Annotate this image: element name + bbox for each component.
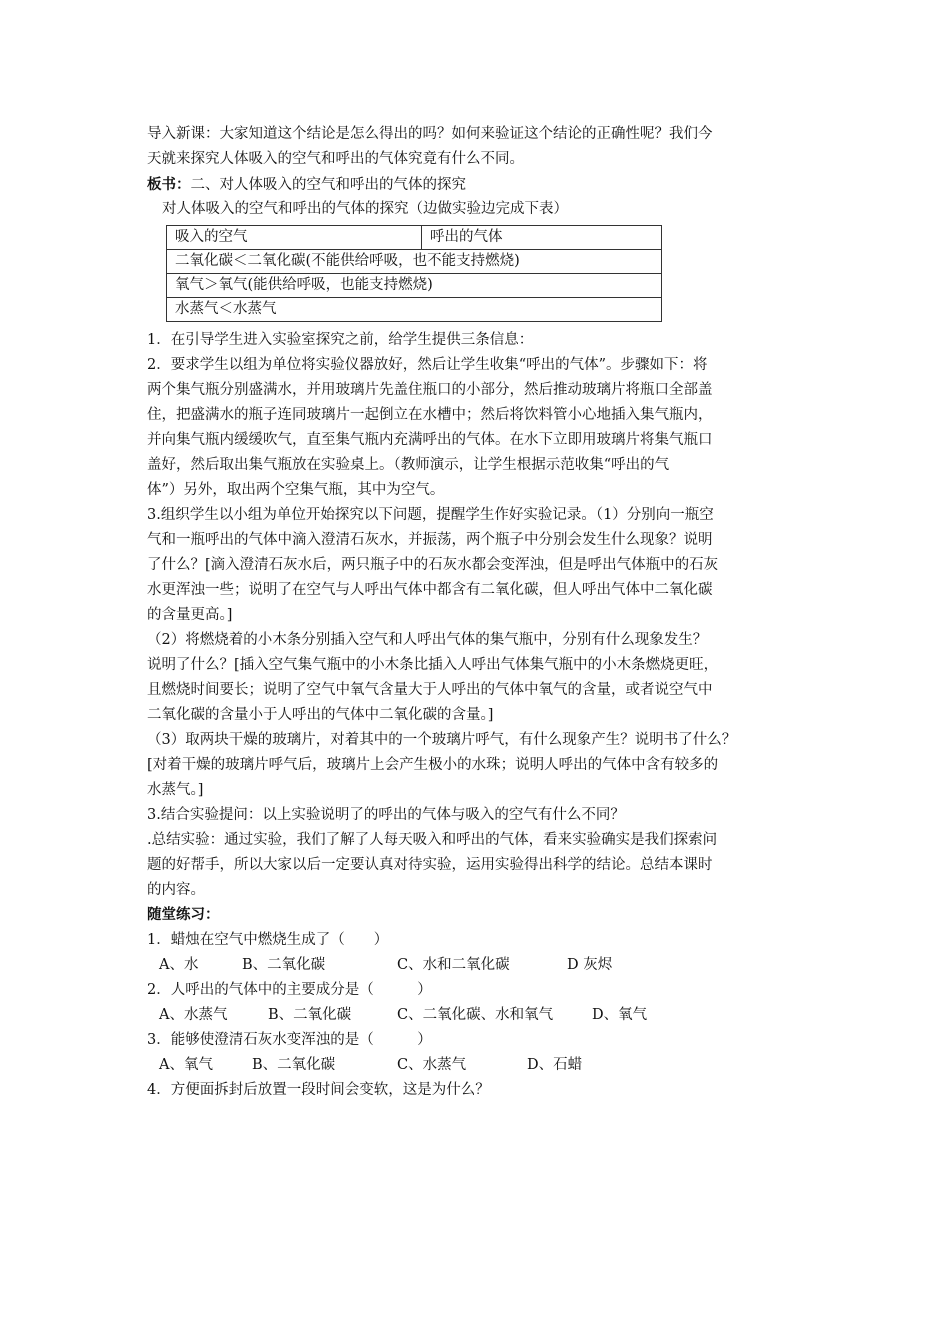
paragraph-line: 了什么？[滴入澄清石灰水后，两只瓶子中的石灰水都会变浑浊，但是呼出气体瓶中的石灰 — [147, 557, 719, 573]
paragraph-line: 水更浑浊一些；说明了在空气与人呼出气体中都含有二氧化碳，但人呼出气体中二氧化碳 — [147, 582, 713, 598]
paragraph-line: .总结实验：通过实验，我们了解了人每天吸入和呼出的气体，看来实验确实是我们探索问 — [147, 832, 718, 848]
practice-heading: 随堂练习： — [147, 906, 220, 923]
paragraph-line: 2．要求学生以组为单位将实验仪器放好，然后让学生收集“呼出的气体”。步骤如下：将 — [147, 357, 708, 373]
option-b: B、二氧化碳 — [268, 1007, 352, 1023]
paragraph-line: 题的好帮手，所以大家以后一定要认真对待实验，运用实验得出科学的结论。总结本课时 — [147, 857, 713, 873]
question-4: 4．方便面拆封后放置一段时间会变软，这是为什么？ — [147, 1082, 490, 1098]
paragraph-line: 3.组织学生以小组为单位开始探究以下问题，提醒学生作好实验记录。（1）分别向一瓶空 — [147, 507, 714, 523]
paragraph-line: 两个集气瓶分别盛满水，并用玻璃片先盖住瓶口的小部分，然后推动玻璃片将瓶口全部盖 — [147, 382, 713, 398]
board-heading — [147, 175, 466, 195]
option-a: A、水 — [159, 957, 199, 973]
option-d: D 灰烬 — [567, 957, 613, 973]
paragraph-line: 3.结合实验提问：以上实验说明了的呼出的气体与吸入的空气有什么不同？ — [147, 807, 625, 823]
paragraph-line: 二氧化碳的含量小于人呼出的气体中二氧化碳的含量。] — [147, 707, 494, 723]
question-3: 3．能够使澄清石灰水变浑浊的是（ ） — [147, 1032, 432, 1048]
paragraph-line: 盖好，然后取出集气瓶放在实验桌上。（教师演示，让学生根据示范收集“呼出的气 — [147, 457, 670, 473]
paragraph-line: 的含量更高。] — [147, 607, 233, 623]
intro-line-2: 天就来探究人体吸入的空气和呼出的气体究竟有什么不同。 — [147, 151, 524, 167]
table-row — [167, 250, 662, 274]
option-b: B、二氧化碳 — [242, 957, 326, 973]
paragraph-line: [对着干燥的玻璃片呼气后，玻璃片上会产生极小的水珠；说明人呼出的气体中含有较多的 — [147, 757, 719, 773]
table-header-cell: 呼出的气体 — [422, 226, 662, 250]
table-header-cell: 吸入的空气 — [167, 226, 422, 250]
table-cell: 二氧化碳＜二氧化碳(不能供给呼吸，也不能支持燃烧) — [167, 250, 662, 274]
option-b: B、二氧化碳 — [252, 1057, 336, 1073]
option-c: C、水和二氧化碳 — [397, 957, 510, 973]
paragraph-line: 的内容。 — [147, 882, 205, 898]
paragraph-line: 住，把盛满水的瓶子连同玻璃片一起倒立在水槽中；然后将饮料管小心地插入集气瓶内， — [147, 407, 713, 423]
question-1: 1．蜡烛在空气中燃烧生成了（ ） — [147, 932, 389, 948]
paragraph-line: 水蒸气。] — [147, 782, 204, 798]
board-label: 板书： — [147, 176, 191, 193]
option-a: A、氧气 — [159, 1057, 213, 1073]
table-header-row — [167, 226, 662, 250]
option-d: D、氧气 — [592, 1007, 648, 1023]
option-d: D、石蜡 — [527, 1057, 583, 1073]
paragraph-line: 气和一瓶呼出的气体中滴入澄清石灰水，并振荡，两个瓶子中分别会发生什么现象？说明 — [147, 532, 713, 548]
option-a: A、水蒸气 — [159, 1007, 228, 1023]
board-text: 二、对人体吸入的空气和呼出的气体的探究 — [190, 177, 466, 193]
option-c: C、水蒸气 — [397, 1057, 467, 1073]
table-caption: 对人体吸入的空气和呼出的气体的探究（边做实验边完成下表） — [162, 201, 568, 217]
table-cell: 水蒸气＜水蒸气 — [167, 298, 662, 322]
table-row — [167, 274, 662, 298]
table-cell: 氧气＞氧气(能供给呼吸，也能支持燃烧) — [167, 274, 662, 298]
question-2: 2．人呼出的气体中的主要成分是（ ） — [147, 982, 432, 998]
paragraph-line: （3）取两块干燥的玻璃片，对着其中的一个玻璃片呼气，有什么现象产生？说明书了什么？ — [147, 732, 737, 748]
paragraph-line: （2）将燃烧着的小木条分别插入空气和人呼出气体的集气瓶中，分别有什么现象发生？ — [147, 632, 708, 648]
comparison-table — [166, 225, 662, 322]
option-c: C、二氧化碳、水和氧气 — [397, 1007, 554, 1023]
paragraph-line: 体”）另外，取出两个空集气瓶，其中为空气。 — [147, 482, 445, 498]
paragraph-line: 说明了什么？[插入空气集气瓶中的小木条比插入人呼出气体集气瓶中的小木条燃烧更旺， — [147, 657, 719, 673]
paragraph-line: 且燃烧时间要长；说明了空气中氧气含量大于人呼出的气体中氧气的含量，或者说空气中 — [147, 682, 713, 698]
intro-line-1: 导入新课：大家知道这个结论是怎么得出的吗？如何来验证这个结论的正确性呢？我们今 — [147, 126, 713, 142]
paragraph-line: 并向集气瓶内缓缓吹气，直至集气瓶内充满呼出的气体。在水下立即用玻璃片将集气瓶口 — [147, 432, 713, 448]
paragraph-line: 1．在引导学生进入实验室探究之前，给学生提供三条信息： — [147, 332, 534, 348]
table-row — [167, 298, 662, 322]
